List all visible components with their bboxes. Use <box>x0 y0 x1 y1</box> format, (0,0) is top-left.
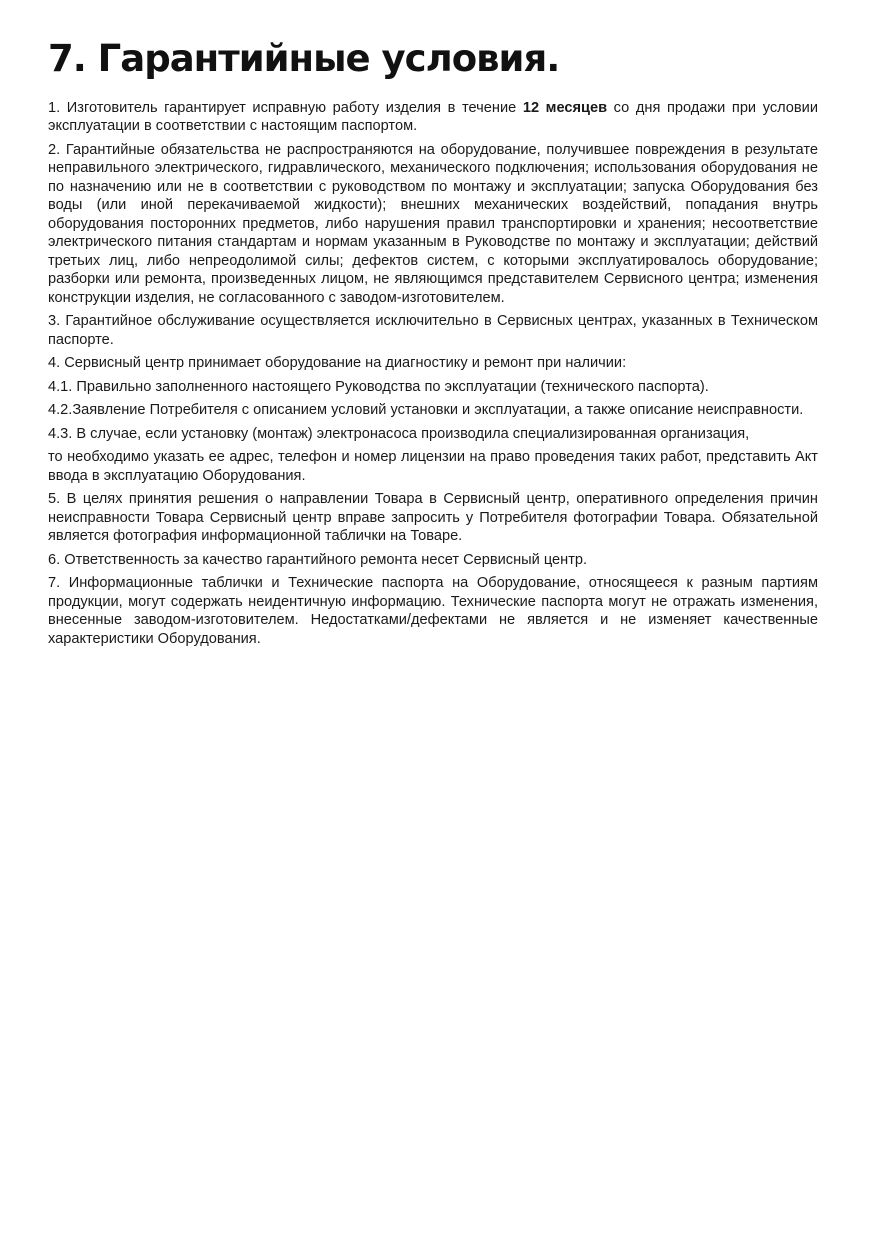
paragraph-5: 5. В целях принятия решения о направлении Товара в Сервисный центр, оперативного определения причин неисправности Товара Сервисный центр вправе запросить у Потребителя фотографии Товара. Обязательной является фотография информационной таблички на Товаре. <box>48 491 818 545</box>
paragraph-1-text-start: 1. Изготовитель гарантирует исправную работу изделия в течение <box>48 99 523 116</box>
paragraph-4-1: 4.1. Правильно заполненного настоящего Руководства по эксплуатации (технического паспорта). <box>48 378 709 395</box>
paragraph-3: 3. Гарантийное обслуживание осуществляется исключительно в Сервисных центрах, указанных в Техническом паспорте. <box>48 313 818 348</box>
paragraph-4-3-line-1: 4.3. В случае, если установку (монтаж) электронасоса производила специализированная организация, <box>48 425 750 442</box>
paragraph-4: 4. Сервисный центр принимает оборудование на диагностику и ремонт при наличии: <box>48 355 627 372</box>
paragraph-1-text-end: со дня продажи при условии эксплуатации в соответствии с настоящим паспортом. <box>48 99 818 135</box>
warranty-page <box>48 38 818 653</box>
paragraph-4-3-continued: то необходимо указать ее адрес, телефон и номер лицензии на право проведения таких работ, представить Акт ввода в эксплуатацию Оборудования. <box>48 449 818 484</box>
paragraph-2: 2. Гарантийные обязательства не распространяются на оборудование, получившее повреждения в результате неправильного электрического, гидравлического, механического подключения; использования оборудования не по назначению или не в соответствии с руководством по монтажу и эксплуатации; запуска Оборудования без воды (или иной перекачиваемой жидкости); внешних механических воздействий, попадания внутрь оборудования посторонних предметов, либо нарушения правил транспортировки и хранения; несоответствие электрического питания стандартам и нормам указанным в Руководстве по монтажу и эксплуатации; действий третьих лиц, либо непреодолимой силы; дефектов систем, с которыми эксплуатировалось оборудование; разборки или ремонта, произведенных лицом, не являющимся представителем Сервисного центра; изменения конструкции изделия, не согласованного с заводом-изготовителем. <box>48 141 818 306</box>
paragraph-4-2: 4.2.Заявление Потребителя с описанием условий установки и эксплуатации, а также описание неисправности. <box>48 402 804 419</box>
page-title: 7. Гарантийные условия. <box>48 37 560 80</box>
paragraph-6: 6. Ответственность за качество гарантийного ремонта несет Сервисный центр. <box>48 551 588 568</box>
paragraph-1 <box>48 99 818 136</box>
paragraph-7: 7. Информационные таблички и Технические паспорта на Оборудование, относящееся к разным партиям продукции, могут содержать неидентичную информацию. Технические паспорта могут не отражать изменения, внесенные заводом-изготовителем. Недостатками/дефектами не является и не изменяет качественные характеристики Оборудования. <box>48 575 818 647</box>
warranty-period: 12 месяцев <box>522 99 608 116</box>
